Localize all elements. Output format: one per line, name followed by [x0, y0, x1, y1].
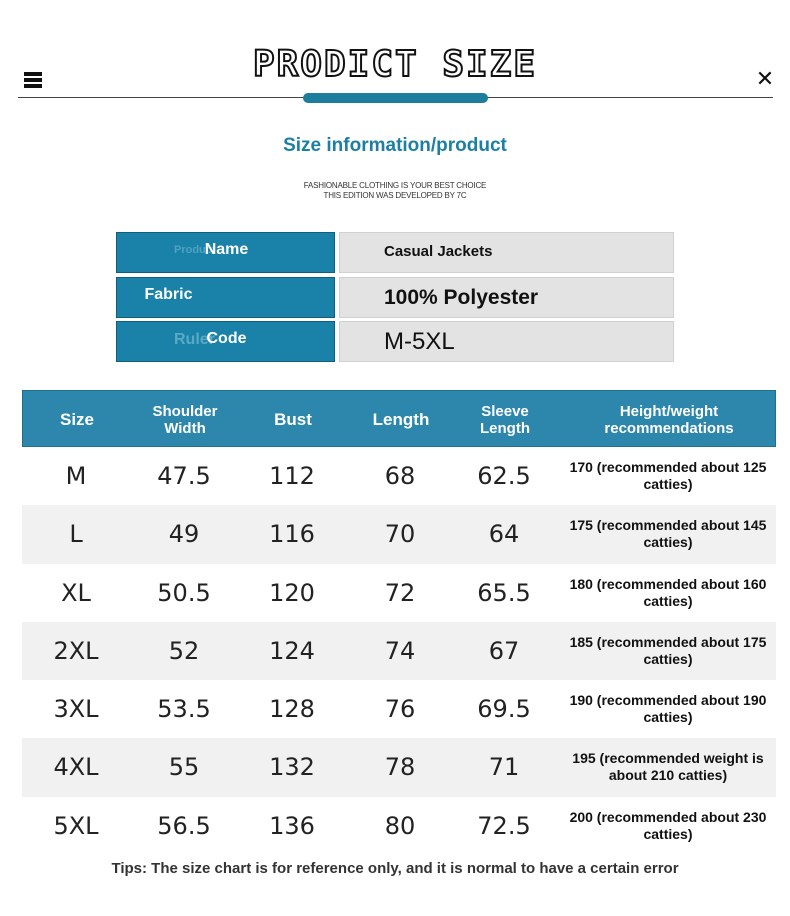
cell-size: 3XL: [53, 695, 99, 724]
close-icon[interactable]: ✕: [755, 67, 775, 92]
info-label-cell: [116, 232, 335, 273]
size-chart-table: [22, 390, 776, 855]
column-header-shoulder-width: Shoulder Width: [152, 402, 218, 437]
cell-bust: 116: [269, 520, 315, 549]
tagline-line-1: FASHIONABLE CLOTHING IS YOUR BEST CHOICE: [303, 181, 487, 190]
cell-sleeve-length: 71: [488, 753, 520, 782]
info-faint-label: Ruler: [174, 331, 215, 348]
table-header-row: [22, 390, 776, 447]
column-header-sleeve-length: Sleeve Length: [480, 402, 530, 437]
info-value-cell: [339, 321, 674, 362]
page-header: [0, 0, 790, 110]
info-label-cell: [116, 277, 335, 318]
cell-sleeve-length: 69.5: [477, 695, 531, 724]
cell-shoulder-width: 56.5: [157, 811, 211, 840]
product-info-table: [116, 232, 674, 366]
cell-bust: 124: [269, 636, 315, 665]
cell-recommendation: 170 (recommended about 125 catties): [569, 459, 767, 492]
column-header-recommendations: Height/weight recommendations: [604, 402, 734, 437]
page-title: PRODICT SIZE: [252, 44, 538, 85]
info-key: Name: [204, 241, 249, 258]
table-row: [22, 680, 776, 738]
cell-sleeve-length: 64: [488, 520, 520, 549]
cell-length: 72: [384, 578, 416, 607]
info-value-cell: [339, 232, 674, 273]
info-value-cell: [339, 277, 674, 318]
column-header-length: Length: [372, 410, 430, 429]
cell-length: 74: [384, 636, 416, 665]
tagline-line-2: THIS EDITION WAS DEVELOPED BY 7C: [323, 191, 467, 200]
table-row: [22, 447, 776, 505]
cell-bust: 132: [269, 753, 315, 782]
info-row-name: [116, 232, 674, 273]
column-header-size: Size: [59, 410, 95, 429]
cell-bust: 136: [269, 811, 315, 840]
table-body: [22, 447, 776, 855]
cell-recommendation: 195 (recommended weight is about 210 catties): [572, 750, 764, 784]
table-row: [22, 797, 776, 855]
cell-bust: 120: [269, 578, 315, 607]
cell-recommendation: 185 (recommended about 175 catties): [569, 633, 767, 667]
tips-note: Tips: The size chart is for reference only, and it is normal to have a certain error: [111, 860, 679, 877]
cell-bust: 128: [269, 695, 315, 724]
tagline: [0, 181, 790, 201]
cell-size: 5XL: [53, 811, 99, 840]
cell-recommendation: 180 (recommended about 160 catties): [569, 575, 767, 609]
info-row-fabric: [116, 277, 674, 318]
info-key: Fabric: [144, 285, 193, 303]
title-accent-bar: [303, 93, 488, 103]
cell-shoulder-width: 52: [168, 636, 200, 665]
cell-recommendation: 175 (recommended about 145 catties): [569, 517, 767, 551]
cell-sleeve-length: 62.5: [477, 462, 531, 490]
cell-shoulder-width: 53.5: [157, 695, 211, 724]
cell-bust: 112: [269, 462, 315, 490]
info-key: Code: [206, 330, 247, 347]
cell-shoulder-width: 49: [168, 520, 200, 549]
table-row: [22, 505, 776, 563]
info-value: 100% Polyester: [384, 285, 539, 309]
cell-recommendation: 200 (recommended about 230 catties): [569, 808, 767, 842]
cell-size: 2XL: [53, 636, 99, 665]
cell-sleeve-length: 72.5: [477, 811, 531, 840]
cell-length: 68: [384, 462, 416, 490]
table-row: [22, 738, 776, 796]
cell-size: 4XL: [53, 753, 99, 782]
cell-length: 76: [384, 695, 416, 724]
info-label-cell: [116, 321, 335, 362]
column-header-bust: Bust: [274, 410, 312, 429]
cell-shoulder-width: 50.5: [157, 578, 211, 607]
section-subtitle: Size information/product: [283, 135, 507, 156]
cell-shoulder-width: 55: [168, 753, 200, 782]
cell-length: 78: [384, 753, 416, 782]
info-row-code: [116, 321, 674, 362]
table-row: [22, 564, 776, 622]
cell-sleeve-length: 65.5: [477, 578, 531, 607]
info-value: M-5XL: [384, 328, 455, 355]
table-row: [22, 622, 776, 680]
info-faint-label: Product: [174, 244, 216, 256]
cell-shoulder-width: 47.5: [157, 462, 211, 490]
cell-sleeve-length: 67: [488, 636, 520, 665]
cell-size: XL: [61, 578, 91, 607]
cell-length: 80: [384, 811, 416, 840]
cell-recommendation: 190 (recommended about 190 catties): [569, 692, 767, 726]
cell-size: M: [65, 462, 87, 490]
cell-length: 70: [384, 520, 416, 549]
cell-size: L: [69, 520, 83, 549]
info-value: Casual Jackets: [384, 243, 493, 260]
hamburger-menu-icon[interactable]: [24, 72, 42, 88]
